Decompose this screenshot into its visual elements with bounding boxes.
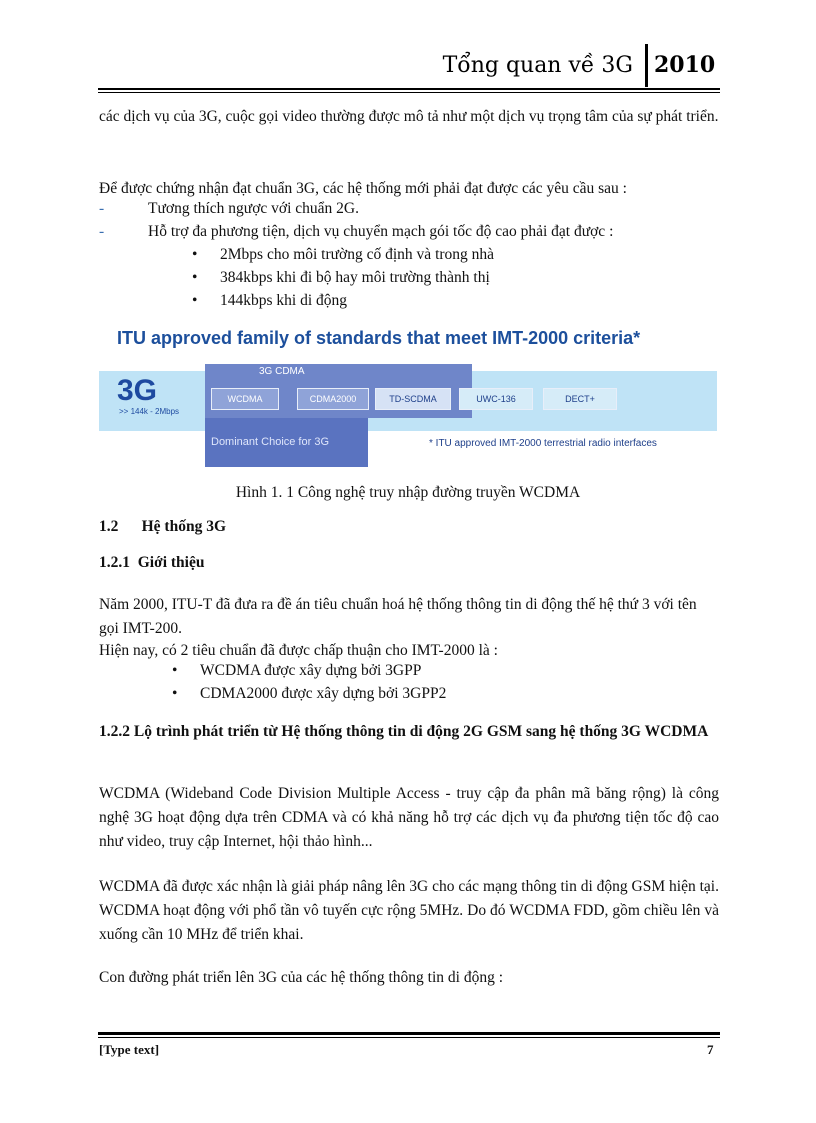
footer-left-text: [Type text] xyxy=(99,1042,160,1057)
figure-3g-label: 3G xyxy=(117,374,158,407)
paragraph-standards-lead: Hiện nay, có 2 tiêu chuẩn đã được chấp thuận cho IMT-2000 là : xyxy=(99,642,498,659)
figure-title: ITU approved family of standards that meet IMT-2000 criteria* xyxy=(117,328,641,348)
footer-rule-thick xyxy=(98,1032,720,1035)
paragraph-wcdma-gsm: WCDMA đã được xác nhận là giải pháp nâng lên 3G cho các mạng thông tin di động GSM hiện tại. WCDMA hoạt động với phổ tần vô tuyến cực rộng 5MHz. Do đó WCDMA FDD, gồm chiều lên và xuống cần 10 MHz để triển khai. xyxy=(99,878,719,943)
heading-1-2: 1.2 Hệ thống 3G xyxy=(99,518,227,535)
list-item: • 144kbps khi di động xyxy=(192,292,348,309)
list-item: • WCDMA được xây dựng bởi 3GPP xyxy=(172,662,422,679)
figure-caption: Hình 1. 1 Công nghệ truy nhập đường truyền WCDMA xyxy=(235,484,581,501)
list-item: • CDMA2000 được xây dựng bởi 3GPP2 xyxy=(172,685,447,702)
header-title: Tổng quan về 3G xyxy=(442,53,633,78)
tech-cdma2000: CDMA2000 xyxy=(297,388,369,410)
figure-speed-label: >> 144k - 2Mbps xyxy=(119,407,180,416)
figure-cdma-label: 3G CDMA xyxy=(259,366,305,377)
header-rule-thick xyxy=(98,88,720,90)
header-divider xyxy=(645,44,648,87)
figure-itu-standards xyxy=(99,316,717,480)
paragraph-requirements-lead: Để được chứng nhận đạt chuẩn 3G, các hệ thống mới phải đạt được các yêu cầu sau : xyxy=(99,180,627,197)
tech-dect: DECT+ xyxy=(543,388,617,410)
paragraph-itu: Năm 2000, ITU-T đã đưa ra đề án tiêu chuẩn hoá hệ thống thông tin di động thế hệ thứ 3 với tên gọi IMT-200. xyxy=(99,596,697,637)
tech-wcdma: WCDMA xyxy=(211,388,279,410)
header-year: 2010 xyxy=(654,52,716,78)
header-rule-thin xyxy=(98,92,720,93)
page-number: 7 xyxy=(707,1042,714,1057)
paragraph-intro: các dịch vụ của 3G, cuộc gọi video thường được mô tả như một dịch vụ trọng tâm của sự phát triển. xyxy=(99,108,719,125)
footer-rule-thin xyxy=(98,1037,720,1038)
figure-note: * ITU approved IMT-2000 terrestrial radio interfaces xyxy=(429,438,657,449)
paragraph-wcdma-def: WCDMA (Wideband Code Division Multiple Access - truy cập đa phân mã băng rộng) là công nghệ 3G hoạt động dựa trên CDMA và có khả năng hỗ trợ các dịch vụ đa phương tiện tốc độ cao như video, truy cập Internet, hội thảo hình... xyxy=(99,785,719,850)
dash-marker-2: - xyxy=(99,223,105,240)
tech-uwc-136: UWC-136 xyxy=(459,388,533,410)
paragraph-path: Con đường phát triển lên 3G của các hệ thống thông tin di động : xyxy=(99,969,504,986)
list-item: • 384kbps khi đi bộ hay môi trường thành thị xyxy=(192,269,490,286)
dash-marker-1: - xyxy=(99,200,105,217)
figure-dominant-label: Dominant Choice for 3G xyxy=(211,436,329,448)
heading-1-2-2: 1.2.2 Lộ trình phát triển từ Hệ thống thông tin di động 2G GSM sang hệ thống 3G WCDMA xyxy=(99,723,709,740)
heading-1-2-1: 1.2.1 Giới thiệu xyxy=(99,554,205,571)
requirement-1: Tương thích ngược với chuẩn 2G. xyxy=(148,200,359,217)
requirement-2: Hỗ trợ đa phương tiện, dịch vụ chuyển mạch gói tốc độ cao phải đạt được : xyxy=(148,223,614,240)
tech-td-scdma: TD-SCDMA xyxy=(375,388,451,410)
list-item: • 2Mbps cho môi trường cố định và trong nhà xyxy=(192,246,495,263)
